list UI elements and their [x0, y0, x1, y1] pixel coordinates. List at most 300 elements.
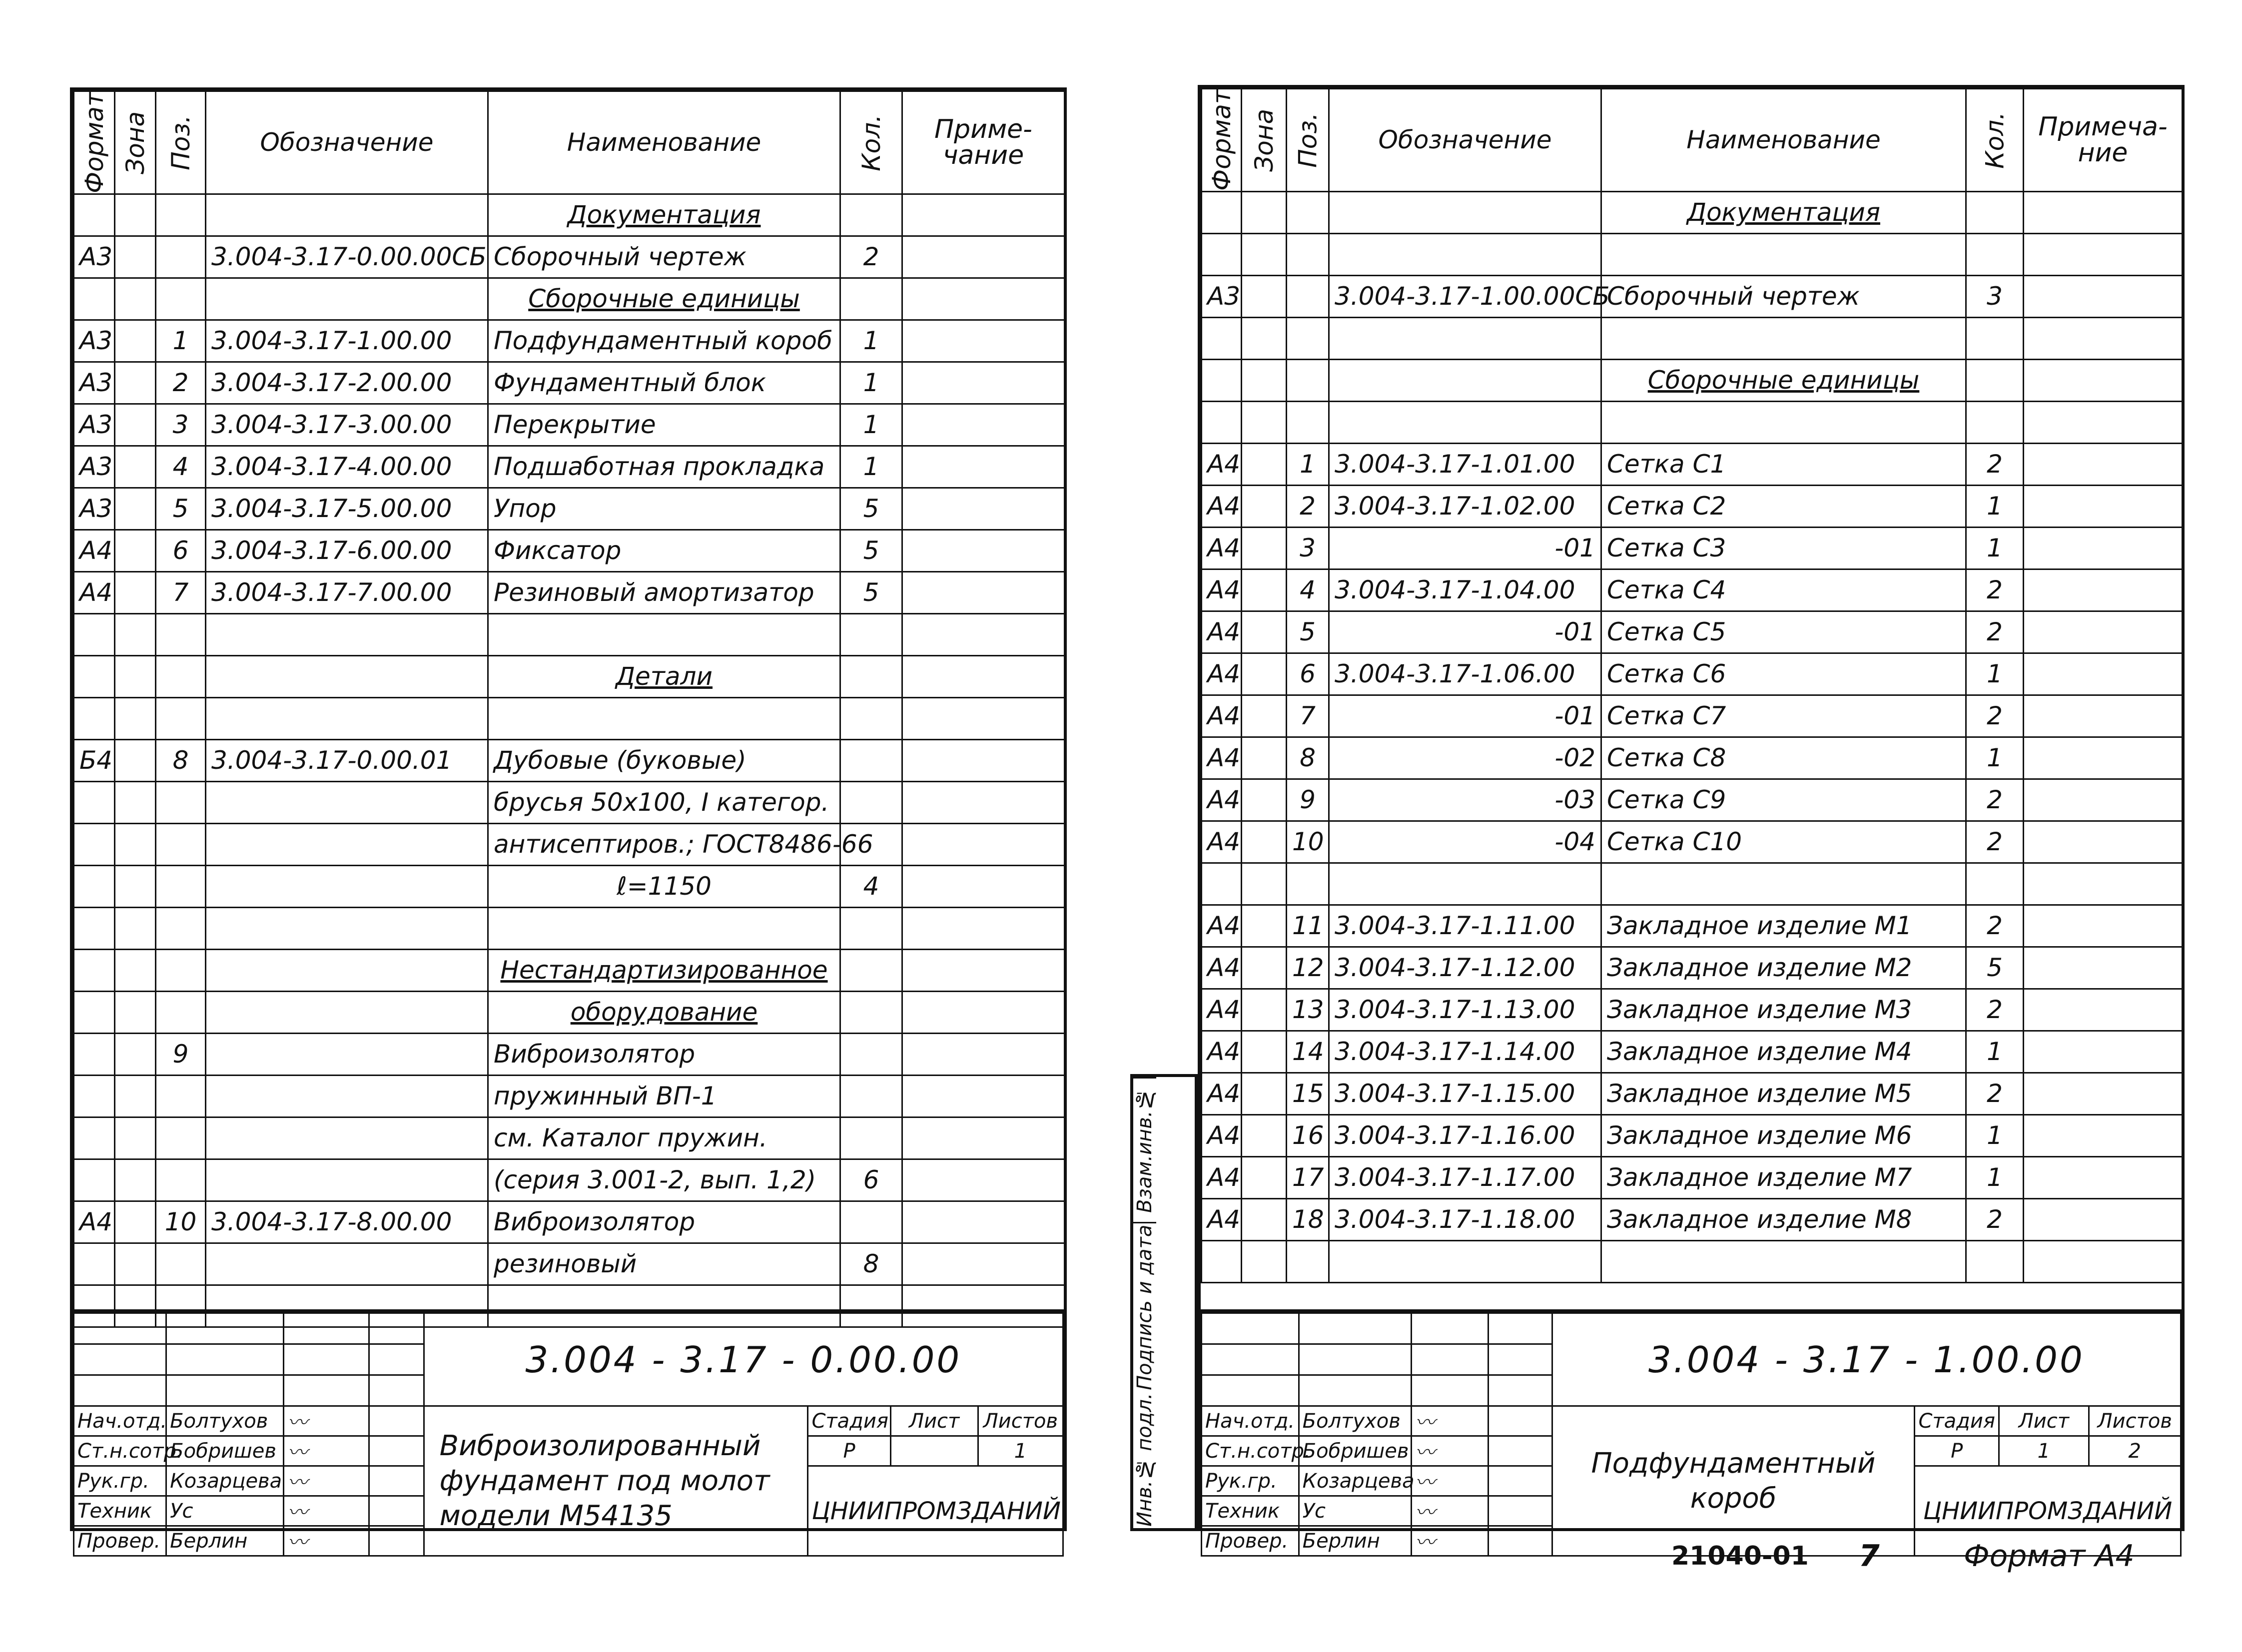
cell-pos: 1 — [156, 320, 206, 362]
role-group: Рук.гр. — [1202, 1466, 1299, 1496]
cell-designation — [206, 1033, 488, 1075]
cell-zone — [115, 194, 156, 236]
cell-format: А4 — [1202, 1198, 1242, 1240]
cell-name: Сетка С1 — [1601, 443, 1966, 485]
cell-designation: -01 — [1329, 695, 1601, 737]
cell-pos: 1 — [1287, 443, 1329, 485]
col-format-header: Формат — [1202, 89, 1242, 192]
table-row — [74, 404, 1065, 446]
cell-name — [1601, 863, 1966, 905]
right-sheet — [1198, 85, 2185, 1554]
cell-qty: 2 — [1966, 1073, 2024, 1114]
cell-designation — [206, 1117, 488, 1159]
col-designation-header: Обозначение — [1329, 89, 1601, 192]
cell-designation: 3.004-3.17-3.00.00 — [206, 404, 488, 446]
cell-note — [902, 823, 1065, 865]
cell-designation: 3.004-3.17-6.00.00 — [206, 530, 488, 571]
cell-qty: 4 — [840, 865, 902, 907]
cell-designation: 3.004-3.17-1.00.00 — [206, 320, 488, 362]
table-row — [1202, 317, 2183, 359]
cell-zone — [1242, 485, 1287, 527]
signature-icon: 〰 — [284, 1436, 369, 1466]
cell-designation: 3.004-3.17-1.18.00 — [1329, 1198, 1601, 1240]
col-qty-header: Кол. — [840, 91, 902, 194]
cell-zone — [1242, 779, 1287, 821]
cell-name: Сетка С2 — [1601, 485, 1966, 527]
cell-format — [74, 194, 115, 236]
cell-name: Сетка С8 — [1601, 737, 1966, 779]
cell-note — [902, 907, 1065, 949]
cell-note — [2024, 485, 2183, 527]
col-zone-header: Зона — [115, 91, 156, 194]
cell-zone — [115, 865, 156, 907]
cell-qty — [1966, 863, 2024, 905]
cell-zone — [115, 1075, 156, 1117]
side-inv-original: Инв.№ подл. — [1133, 1393, 1156, 1527]
cell-name: Фундаментный блок — [488, 362, 840, 404]
cell-qty: 3 — [1966, 275, 2024, 317]
cell-zone — [115, 697, 156, 739]
cell-designation — [206, 1159, 488, 1201]
cell-note — [902, 613, 1065, 655]
cell-name: Упор — [488, 488, 840, 530]
cell-pos — [156, 697, 206, 739]
cell-qty — [840, 907, 902, 949]
cell-name: Документация — [488, 194, 840, 236]
cell-name: брусья 50х100, I категор. — [488, 781, 840, 823]
table-row — [1202, 863, 2183, 905]
cell-note — [2024, 1073, 2183, 1114]
cell-pos — [156, 865, 206, 907]
table-row — [1202, 821, 2183, 863]
cell-name — [1601, 233, 1966, 275]
cell-qty: 5 — [840, 488, 902, 530]
name-head: Болтухов — [1299, 1406, 1411, 1436]
cell-pos: 18 — [1287, 1198, 1329, 1240]
col-designation-header: Обозначение — [206, 91, 488, 194]
role-group: Рук.гр. — [74, 1466, 166, 1496]
left-title-block — [73, 1309, 1064, 1554]
cell-qty: 1 — [1966, 485, 2024, 527]
cell-zone — [115, 907, 156, 949]
cell-pos — [156, 236, 206, 278]
cell-note — [2024, 359, 2183, 401]
table-row — [74, 613, 1065, 655]
cell-name: оборудование — [488, 991, 840, 1033]
cell-format: А4 — [74, 530, 115, 571]
table-row — [74, 278, 1065, 320]
cell-zone — [115, 571, 156, 613]
table-row — [1202, 569, 2183, 611]
cell-qty — [840, 194, 902, 236]
cell-qty: 1 — [1966, 737, 2024, 779]
cell-designation — [206, 991, 488, 1033]
table-row — [74, 571, 1065, 613]
cell-note — [902, 1243, 1065, 1285]
cell-format: А4 — [1202, 1073, 1242, 1114]
table-row — [1202, 191, 2183, 233]
cell-pos: 6 — [156, 530, 206, 571]
cell-format: А4 — [1202, 737, 1242, 779]
cell-pos — [156, 1159, 206, 1201]
cell-zone — [115, 823, 156, 865]
cell-designation — [206, 865, 488, 907]
cell-designation: -03 — [1329, 779, 1601, 821]
cell-note — [902, 530, 1065, 571]
name-group: Козарцева — [166, 1466, 284, 1496]
cell-format: А4 — [1202, 947, 1242, 989]
right-spec-table — [1201, 88, 2183, 1283]
cell-pos: 4 — [156, 446, 206, 488]
cell-format — [74, 781, 115, 823]
cell-designation: 3.004-3.17-2.00.00 — [206, 362, 488, 404]
cell-qty — [1966, 317, 2024, 359]
cell-pos: 2 — [156, 362, 206, 404]
cell-format — [1202, 1240, 1242, 1282]
cell-name: Резиновый амортизатор — [488, 571, 840, 613]
cell-zone — [1242, 401, 1287, 443]
cell-name: Сетка С4 — [1601, 569, 1966, 611]
cell-name: антисептиров.; ГОСТ8486-66 — [488, 823, 840, 865]
cell-format: А4 — [1202, 653, 1242, 695]
cell-note — [2024, 695, 2183, 737]
table-row — [1202, 275, 2183, 317]
cell-qty: 1 — [1966, 527, 2024, 569]
cell-qty: 1 — [1966, 653, 2024, 695]
cell-name: Закладное изделие М5 — [1601, 1073, 1966, 1114]
right-org: ЦНИИПРОМЗДАНИЙ — [1915, 1466, 2181, 1556]
cell-zone — [115, 1033, 156, 1075]
cell-name: Закладное изделие М6 — [1601, 1114, 1966, 1156]
cell-pos — [1287, 275, 1329, 317]
cell-note — [902, 1201, 1065, 1243]
cell-format: А4 — [1202, 527, 1242, 569]
cell-qty: 1 — [840, 362, 902, 404]
cell-designation: 3.004-3.17-1.17.00 — [1329, 1156, 1601, 1198]
cell-format: А4 — [1202, 779, 1242, 821]
cell-designation — [1329, 1240, 1601, 1282]
table-row — [1202, 1156, 2183, 1198]
cell-qty: 5 — [840, 571, 902, 613]
cell-name: Сборочные единицы — [488, 278, 840, 320]
cell-note — [2024, 737, 2183, 779]
cell-zone — [115, 236, 156, 278]
cell-qty: 2 — [1966, 695, 2024, 737]
cell-pos — [156, 1075, 206, 1117]
cell-note — [2024, 317, 2183, 359]
cell-qty — [840, 655, 902, 697]
cell-note — [2024, 947, 2183, 989]
cell-name: Нестандартизированное — [488, 949, 840, 991]
cell-qty — [840, 1117, 902, 1159]
cell-name: см. Каталог пружин. — [488, 1117, 840, 1159]
cell-designation — [206, 613, 488, 655]
cell-zone — [115, 655, 156, 697]
cell-qty: 8 — [840, 1243, 902, 1285]
stage-label: Стадия — [1915, 1406, 1999, 1436]
cell-qty: 2 — [1966, 821, 2024, 863]
cell-designation: 3.004-3.17-1.15.00 — [1329, 1073, 1601, 1114]
table-row — [74, 1201, 1065, 1243]
cell-format — [1202, 191, 1242, 233]
cell-pos: 17 — [1287, 1156, 1329, 1198]
cell-zone — [1242, 611, 1287, 653]
cell-note — [902, 697, 1065, 739]
cell-qty — [1966, 1240, 2024, 1282]
cell-pos: 7 — [1287, 695, 1329, 737]
sheet-label: Лист — [890, 1406, 978, 1436]
cell-note — [902, 236, 1065, 278]
col-note-header: Примеча- ние — [2024, 89, 2183, 192]
cell-format: А4 — [1202, 611, 1242, 653]
cell-designation: 3.004-3.17-1.01.00 — [1329, 443, 1601, 485]
cell-pos: 14 — [1287, 1031, 1329, 1073]
table-row — [74, 823, 1065, 865]
cell-format — [74, 949, 115, 991]
cell-qty — [840, 991, 902, 1033]
cell-format — [74, 907, 115, 949]
cell-format — [1202, 863, 1242, 905]
cell-note — [902, 1117, 1065, 1159]
cell-format: А4 — [1202, 695, 1242, 737]
cell-pos: 8 — [156, 739, 206, 781]
table-row — [74, 907, 1065, 949]
cell-name: Подшаботная прокладка — [488, 446, 840, 488]
cell-qty — [1966, 401, 2024, 443]
cell-note — [902, 404, 1065, 446]
cell-designation: 3.004-3.17-1.16.00 — [1329, 1114, 1601, 1156]
cell-qty: 2 — [1966, 569, 2024, 611]
cell-zone — [1242, 569, 1287, 611]
right-doc-title: Подфундаментный короб — [1552, 1406, 1914, 1556]
cell-zone — [115, 991, 156, 1033]
side-stamp-strip — [1130, 1074, 1198, 1531]
cell-designation: 3.004-3.17-5.00.00 — [206, 488, 488, 530]
cell-format — [74, 655, 115, 697]
cell-zone — [115, 1159, 156, 1201]
cell-note — [902, 739, 1065, 781]
sheet-value — [890, 1436, 978, 1466]
cell-pos — [156, 278, 206, 320]
cell-pos: 16 — [1287, 1114, 1329, 1156]
cell-note — [2024, 233, 2183, 275]
cell-format — [74, 613, 115, 655]
cell-designation: 3.004-3.17-1.02.00 — [1329, 485, 1601, 527]
role-head: Нач.отд. — [74, 1406, 166, 1436]
cell-zone — [115, 1117, 156, 1159]
col-name-header: Наименование — [1601, 89, 1966, 192]
cell-format: А3 — [74, 446, 115, 488]
name-group: Козарцева — [1299, 1466, 1411, 1496]
cell-name: Закладное изделие М7 — [1601, 1156, 1966, 1198]
sheets-label: Листов — [2089, 1406, 2181, 1436]
cell-pos: 11 — [1287, 905, 1329, 947]
cell-zone — [115, 446, 156, 488]
cell-qty: 5 — [1966, 947, 2024, 989]
cell-note — [902, 1075, 1065, 1117]
cell-zone — [115, 1243, 156, 1285]
cell-pos — [156, 655, 206, 697]
cell-format — [1202, 401, 1242, 443]
cell-note — [902, 362, 1065, 404]
left-header-row — [74, 91, 1065, 194]
table-row — [74, 655, 1065, 697]
cell-zone — [115, 1201, 156, 1243]
cell-designation — [206, 823, 488, 865]
cell-format: А3 — [74, 404, 115, 446]
cell-note — [2024, 611, 2183, 653]
cell-designation: 3.004-3.17-1.04.00 — [1329, 569, 1601, 611]
role-tech: Техник — [74, 1496, 166, 1526]
cell-pos — [1287, 863, 1329, 905]
cell-note — [902, 991, 1065, 1033]
cell-note — [2024, 1198, 2183, 1240]
table-row — [74, 739, 1065, 781]
cell-format: А4 — [1202, 443, 1242, 485]
cell-qty: 2 — [840, 236, 902, 278]
cell-pos — [1287, 1240, 1329, 1282]
cell-name — [1601, 401, 1966, 443]
cell-name: ℓ=1150 — [488, 865, 840, 907]
cell-designation — [1329, 317, 1601, 359]
cell-zone — [1242, 275, 1287, 317]
cell-format — [74, 1243, 115, 1285]
cell-name: Сетка С3 — [1601, 527, 1966, 569]
cell-zone — [115, 530, 156, 571]
table-row — [74, 949, 1065, 991]
cell-name — [488, 907, 840, 949]
cell-pos — [156, 781, 206, 823]
table-row — [1202, 1031, 2183, 1073]
cell-qty: 2 — [1966, 779, 2024, 821]
cell-note — [902, 1159, 1065, 1201]
cell-format — [1202, 233, 1242, 275]
cell-format — [74, 1075, 115, 1117]
table-row — [74, 362, 1065, 404]
sheets-value: 1 — [978, 1436, 1063, 1466]
cell-zone — [1242, 527, 1287, 569]
cell-format: А4 — [1202, 569, 1242, 611]
cell-zone — [115, 613, 156, 655]
cell-zone — [115, 362, 156, 404]
cell-designation — [206, 1243, 488, 1285]
cell-name: Сетка С7 — [1601, 695, 1966, 737]
table-row — [74, 1033, 1065, 1075]
table-row — [74, 781, 1065, 823]
signature-icon: 〰 — [284, 1496, 369, 1526]
cell-pos — [1287, 233, 1329, 275]
cell-name: Закладное изделие М1 — [1601, 905, 1966, 947]
table-row — [1202, 527, 2183, 569]
cell-pos: 7 — [156, 571, 206, 613]
signature-icon: 〰 — [284, 1466, 369, 1496]
cell-zone — [115, 739, 156, 781]
signature-icon: 〰 — [1412, 1436, 1489, 1466]
cell-note — [902, 1033, 1065, 1075]
table-row — [74, 991, 1065, 1033]
cell-qty: 1 — [1966, 1114, 2024, 1156]
table-row — [74, 1075, 1065, 1117]
cell-format — [1202, 317, 1242, 359]
table-row — [74, 194, 1065, 236]
table-row — [1202, 233, 2183, 275]
cell-format: А3 — [74, 362, 115, 404]
cell-qty: 2 — [1966, 989, 2024, 1031]
name-tech: Ус — [1299, 1496, 1411, 1526]
cell-name — [1601, 317, 1966, 359]
cell-note — [2024, 401, 2183, 443]
stage-label: Стадия — [808, 1406, 890, 1436]
cell-pos — [156, 823, 206, 865]
cell-zone — [115, 320, 156, 362]
cell-format: А4 — [1202, 1156, 1242, 1198]
cell-pos — [1287, 191, 1329, 233]
role-senior: Ст.н.сотр. — [74, 1436, 166, 1466]
cell-pos — [156, 991, 206, 1033]
cell-format — [74, 1159, 115, 1201]
table-row — [1202, 947, 2183, 989]
cell-name: Сборочные единицы — [1601, 359, 1966, 401]
cell-zone — [1242, 1073, 1287, 1114]
cell-zone — [1242, 695, 1287, 737]
cell-name — [1601, 1240, 1966, 1282]
cell-designation: 3.004-3.17-7.00.00 — [206, 571, 488, 613]
cell-format — [74, 278, 115, 320]
cell-note — [2024, 905, 2183, 947]
cell-designation — [206, 194, 488, 236]
role-head: Нач.отд. — [1202, 1406, 1299, 1436]
cell-qty — [840, 739, 902, 781]
cell-zone — [1242, 359, 1287, 401]
cell-zone — [1242, 191, 1287, 233]
cell-pos — [1287, 359, 1329, 401]
cell-zone — [1242, 233, 1287, 275]
cell-note — [2024, 863, 2183, 905]
cell-zone — [115, 781, 156, 823]
cell-qty — [840, 781, 902, 823]
table-row — [1202, 989, 2183, 1031]
cell-name — [488, 697, 840, 739]
cell-zone — [1242, 737, 1287, 779]
cell-pos: 10 — [1287, 821, 1329, 863]
cell-note — [902, 949, 1065, 991]
cell-zone — [1242, 443, 1287, 485]
col-name-header: Наименование — [488, 91, 840, 194]
name-tech: Ус — [166, 1496, 284, 1526]
cell-name: Закладное изделие М2 — [1601, 947, 1966, 989]
cell-pos — [156, 907, 206, 949]
cell-qty: 2 — [1966, 611, 2024, 653]
cell-note — [2024, 779, 2183, 821]
cell-pos: 12 — [1287, 947, 1329, 989]
cell-format — [1202, 359, 1242, 401]
name-check: Берлин — [166, 1526, 284, 1556]
cell-format: А4 — [1202, 1031, 1242, 1073]
cell-zone — [1242, 905, 1287, 947]
cell-pos — [156, 1117, 206, 1159]
cell-name: Сетка С6 — [1601, 653, 1966, 695]
table-row — [1202, 611, 2183, 653]
cell-qty: 6 — [840, 1159, 902, 1201]
table-row — [1202, 1240, 2183, 1282]
cell-name: пружинный ВП-1 — [488, 1075, 840, 1117]
cell-designation — [206, 949, 488, 991]
cell-zone — [1242, 1240, 1287, 1282]
cell-note — [902, 446, 1065, 488]
cell-format — [74, 865, 115, 907]
cell-zone — [115, 488, 156, 530]
cell-designation — [206, 278, 488, 320]
